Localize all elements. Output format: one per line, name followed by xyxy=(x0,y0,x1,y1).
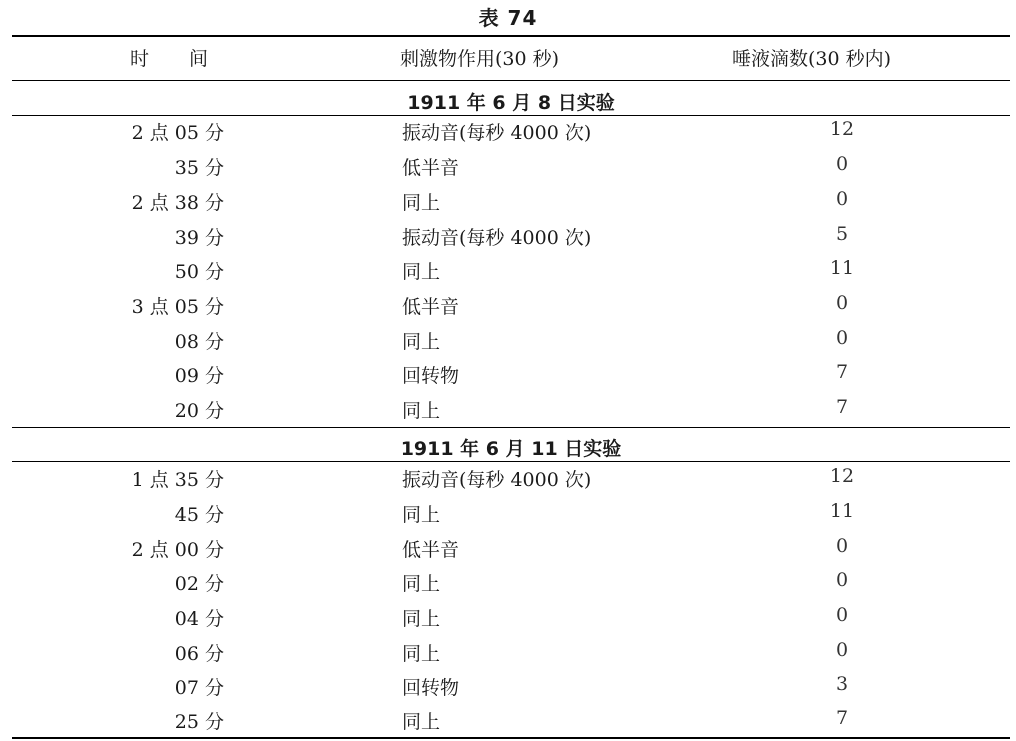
stimulus-cell: 同上 xyxy=(402,192,441,214)
top-rule xyxy=(12,35,1010,37)
saliva-cell: 5 xyxy=(835,223,849,245)
stimulus-cell: 同上 xyxy=(402,608,441,630)
stimulus-cell: 同上 xyxy=(402,573,441,595)
section-rule xyxy=(12,427,1010,428)
table-row xyxy=(12,149,1010,183)
table-row xyxy=(12,288,1010,322)
stimulus-cell: 同上 xyxy=(402,400,441,422)
table-row xyxy=(12,461,1010,495)
saliva-cell: 7 xyxy=(835,707,849,729)
table-row xyxy=(12,496,1010,530)
saliva-cell: 12 xyxy=(829,118,855,140)
saliva-cell: 11 xyxy=(829,257,855,279)
table-row xyxy=(12,392,1010,426)
table-row xyxy=(12,635,1010,669)
saliva-cell: 12 xyxy=(829,465,855,487)
table-row xyxy=(12,323,1010,357)
saliva-cell: 7 xyxy=(835,361,849,383)
table-row xyxy=(12,184,1010,218)
time-cell: 20 分 xyxy=(174,400,224,422)
time-cell: 39 分 xyxy=(174,227,224,249)
header-stimulus: 刺激物作用(30 秒) xyxy=(400,48,560,70)
stimulus-cell: 回转物 xyxy=(402,365,460,387)
stimulus-cell: 低半音 xyxy=(402,539,460,561)
time-cell: 04 分 xyxy=(174,608,224,630)
stimulus-cell: 振动音(每秒 4000 次) xyxy=(402,227,592,249)
table-row xyxy=(12,253,1010,287)
stimulus-cell: 低半音 xyxy=(402,296,460,318)
time-cell: 3 点 05 分 xyxy=(131,296,224,318)
stimulus-cell: 同上 xyxy=(402,331,441,353)
time-cell: 06 分 xyxy=(174,643,224,665)
time-cell: 35 分 xyxy=(174,157,224,179)
saliva-cell: 0 xyxy=(835,188,849,210)
stimulus-cell: 低半音 xyxy=(402,157,460,179)
time-cell: 50 分 xyxy=(174,261,224,283)
time-cell: 02 分 xyxy=(174,573,224,595)
saliva-cell: 0 xyxy=(835,535,849,557)
saliva-cell: 0 xyxy=(835,604,849,626)
section-title: 1911 年 6 月 11 日实验 xyxy=(400,438,622,460)
section-title: 1911 年 6 月 8 日实验 xyxy=(407,92,615,114)
bottom-rule xyxy=(12,737,1010,739)
table-row xyxy=(12,114,1010,148)
header-rule xyxy=(12,80,1010,81)
time-cell: 2 点 05 分 xyxy=(131,122,224,144)
saliva-cell: 3 xyxy=(835,673,849,695)
time-cell: 1 点 35 分 xyxy=(131,469,224,491)
saliva-cell: 0 xyxy=(835,153,849,175)
stimulus-cell: 同上 xyxy=(402,261,441,283)
table-row xyxy=(12,357,1010,391)
time-cell: 09 分 xyxy=(174,365,224,387)
saliva-cell: 0 xyxy=(835,292,849,314)
stimulus-cell: 振动音(每秒 4000 次) xyxy=(402,469,592,491)
table-title: 表 74 xyxy=(478,6,538,30)
saliva-cell: 0 xyxy=(835,639,849,661)
header-time-b: 间 xyxy=(189,48,209,70)
table-row xyxy=(12,703,1010,737)
header-time xyxy=(130,44,208,71)
stimulus-cell: 同上 xyxy=(402,643,441,665)
header-saliva: 唾液滴数(30 秒内) xyxy=(732,48,892,70)
time-cell: 2 点 38 分 xyxy=(131,192,224,214)
table-row xyxy=(12,531,1010,565)
header-time-a: 时 xyxy=(130,48,150,70)
stimulus-cell: 同上 xyxy=(402,711,441,733)
stimulus-cell: 振动音(每秒 4000 次) xyxy=(402,122,592,144)
stimulus-cell: 同上 xyxy=(402,504,441,526)
header-row xyxy=(12,40,1010,78)
table-row xyxy=(12,219,1010,253)
table-row xyxy=(12,565,1010,599)
time-cell: 2 点 00 分 xyxy=(131,539,224,561)
saliva-cell: 0 xyxy=(835,569,849,591)
time-cell: 07 分 xyxy=(174,677,224,699)
stimulus-cell: 回转物 xyxy=(402,677,460,699)
table-row xyxy=(12,669,1010,703)
saliva-cell: 7 xyxy=(835,396,849,418)
time-cell: 45 分 xyxy=(174,504,224,526)
table-row xyxy=(12,600,1010,634)
time-cell: 08 分 xyxy=(174,331,224,353)
saliva-cell: 11 xyxy=(829,500,855,522)
saliva-cell: 0 xyxy=(835,327,849,349)
time-cell: 25 分 xyxy=(174,711,224,733)
